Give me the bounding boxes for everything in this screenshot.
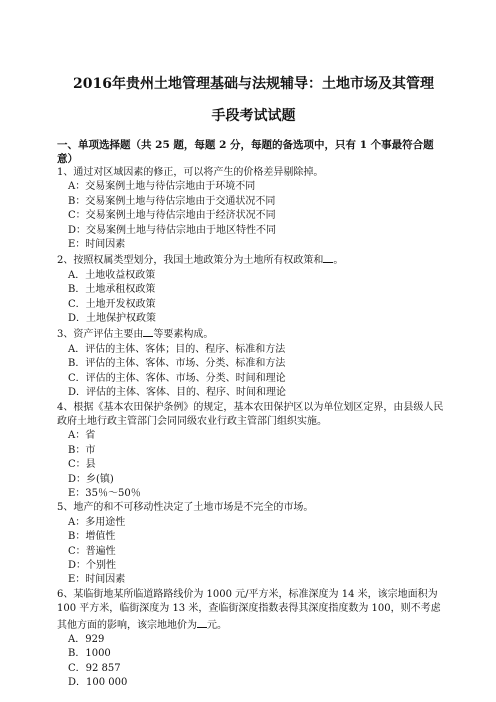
stem-text: 3、资产评估主要由 — [57, 329, 144, 341]
document-title — [63, 72, 444, 128]
option-c: C：普遍性 — [68, 545, 116, 557]
stem-text-end: 元。 — [207, 619, 227, 631]
question-5 — [57, 501, 444, 587]
option-d: D．评估的主体、客体、目的、程序、时间和理论 — [68, 387, 287, 399]
option-a: A：多用途性 — [68, 516, 126, 528]
stem-text: 2、按照权属类型划分，我国土地政策分为土地所有权政策和 — [57, 255, 324, 267]
question-stem: 4、根据《基本农田保护条例》的规定，基本农田保护区以为单位划区定界，由县级人民政府土地行政主管部门会同同级农业行政主管部门组织实施。 — [57, 401, 444, 427]
option-c: C．92 857 — [68, 662, 121, 674]
title-line-2: 手段考试试题 — [211, 108, 296, 124]
question-4 — [57, 401, 444, 502]
question-1 — [57, 166, 444, 252]
option-a: A：省 — [68, 430, 96, 442]
option-e: E：时间因素 — [68, 239, 126, 251]
option-b: B．评估的主体、客体、市场、分类、标准和方法 — [68, 358, 286, 370]
option-a: A．评估的主体、客体；目的、程序、标准和方法 — [68, 343, 286, 355]
option-d: D．土地保护权政策 — [68, 313, 157, 325]
answer-blank — [197, 617, 207, 628]
question-stem: 5、地产的和不可移动性决定了土地市场是不完全的市场。 — [57, 502, 314, 514]
option-c: C．土地开发权政策 — [68, 298, 156, 310]
option-a: A：交易案例土地与待估宗地由于环境不同 — [68, 181, 256, 193]
question-stem — [57, 326, 444, 342]
option-b: B．土地承租权政策 — [68, 284, 156, 296]
option-b: B：市 — [68, 444, 96, 456]
option-b: B．1000 — [68, 648, 111, 660]
stem-text: 6、某临街地某所临道路路线价为 1000 元/平方米，标准深度为 14 米，该宗地面积为 100 平方米，临街深度为 13 米，查临街深度指数表得其深度指度数为 100，则不考虑其他方面的影响，该宗地地价为 — [57, 588, 441, 631]
question-stem: 1、通过对区域因素的修正，可以将产生的价格差异剔除掉。 — [57, 167, 324, 178]
option-b: B：交易案例土地与待估宗地由于交通状况不同 — [68, 195, 276, 207]
question-stem — [57, 252, 444, 268]
question-6 — [57, 588, 444, 691]
option-e: E：35％～50％ — [68, 487, 141, 499]
option-c: C：县 — [68, 459, 96, 471]
answer-blank — [323, 252, 333, 263]
stem-text-end: 等要素构成。 — [153, 329, 214, 341]
option-a: A．929 — [68, 634, 105, 645]
option-c: C．评估的主体、客体、市场、分类、时间和理论 — [68, 372, 286, 384]
option-d: D：乡(镇) — [68, 473, 114, 485]
option-b: B：增值性 — [68, 531, 116, 543]
option-d: D：个别性 — [68, 559, 117, 571]
option-d: D．100 000 — [68, 677, 128, 689]
option-e: E：时间因素 — [68, 574, 126, 586]
stem-text-end: 。 — [333, 255, 344, 267]
option-c: C：交易案例土地与待估宗地由于经济状况不同 — [68, 210, 276, 222]
question-3 — [57, 326, 444, 400]
section-heading: 一、单项选择题（共 25 题，每题 2 分，每题的备选项中，只有 1 个事最符合题意） — [57, 139, 434, 165]
question-stem — [57, 588, 444, 633]
option-a: A．土地收益权政策 — [68, 269, 156, 281]
answer-blank — [143, 326, 153, 337]
option-d: D：交易案例土地与待估宗地由于地区特性不同 — [68, 224, 277, 236]
title-line-1: 2016年贵州土地管理基础与法规辅导：土地市场及其管理 — [73, 76, 434, 92]
question-2 — [57, 252, 444, 326]
